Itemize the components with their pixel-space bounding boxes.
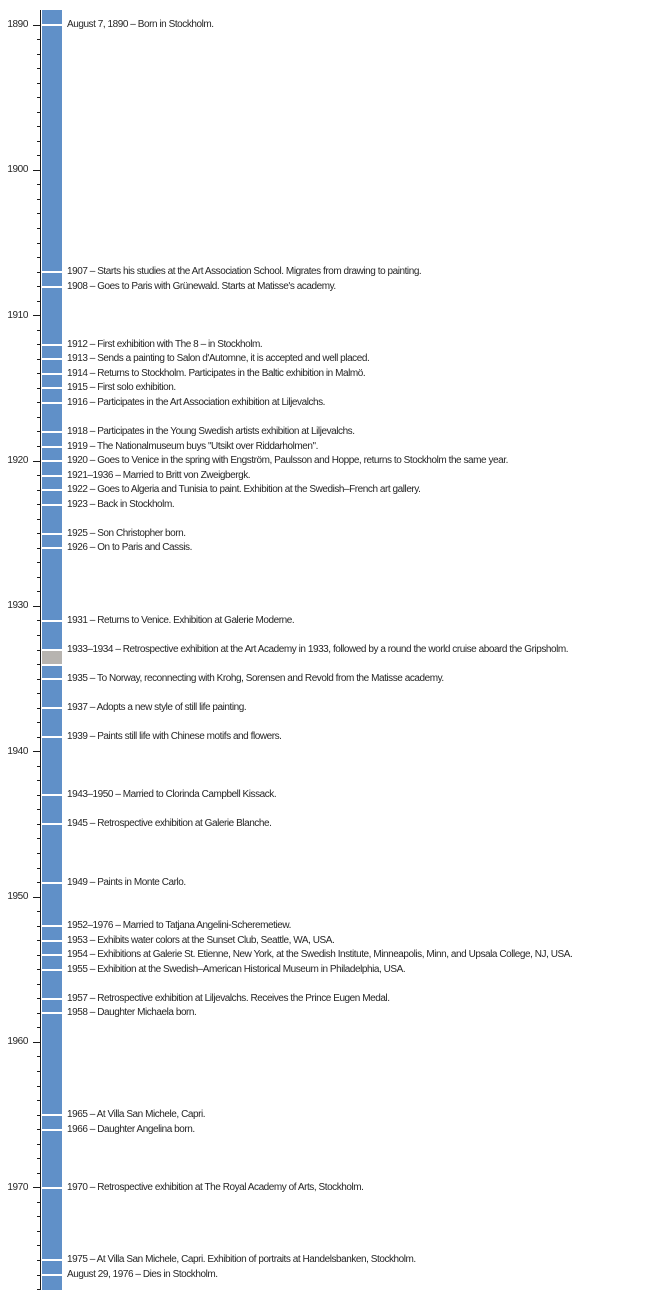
minor-tick [37,780,41,781]
event-label: 1918 – Participates in the Young Swedish artists exhibition at Liljevalchs. [67,425,355,437]
minor-tick [37,286,41,287]
minor-tick [37,911,41,912]
event-label: 1926 – On to Paris and Cassis. [67,542,192,554]
event-marker-line [42,649,62,651]
minor-tick [37,824,41,825]
minor-tick [37,112,41,113]
event-label: 1907 – Starts his studies at the Art Association School. Migrates from drawing to painting. [67,266,422,278]
event-label: 1953 – Exhibits water colors at the Sunset Club, Seattle, WA, USA. [67,934,335,946]
major-tick [33,461,40,462]
minor-tick [37,1289,41,1290]
event-label: 1922 – Goes to Algeria and Tunisia to paint. Exhibition at the Swedish–French art gallery. [67,484,421,496]
minor-tick [37,955,41,956]
minor-tick [37,664,41,665]
event-label: 1931 – Returns to Venice. Exhibition at Galerie Moderne. [67,614,295,626]
minor-tick [37,243,41,244]
year-tick-label: 1930 [7,600,28,612]
event-label: 1920 – Goes to Venice in the spring with Engström, Paulsson and Hoppe, returns to Stockholm the same year. [67,455,508,467]
minor-tick [37,272,41,273]
event-label: 1919 – The Nationalmuseum buys "Utsikt over Riddarholmen". [67,440,318,452]
event-label: 1935 – To Norway, reconnecting with Krohg, Sorensen and Revold from the Matisse academy. [67,673,444,685]
event-label: 1916 – Participates in the Art Association exhibition at Liljevalchs. [67,396,326,408]
minor-tick [37,679,41,680]
year-tick-label: 1940 [7,745,28,757]
year-tick-label: 1960 [7,1036,28,1048]
minor-tick [37,141,41,142]
minor-tick [37,68,41,69]
year-tick-label: 1920 [7,455,28,467]
event-marker-line [42,823,62,825]
event-label: 1966 – Daughter Angelina born. [67,1123,195,1135]
event-marker-line [42,24,62,26]
minor-tick [37,388,41,389]
minor-tick [37,1027,41,1028]
minor-tick [37,533,41,534]
event-marker-line [42,402,62,404]
event-label: 1957 – Retrospective exhibition at Liljevalchs. Receives the Prince Eugen Medal. [67,992,390,1004]
year-tick-label: 1910 [7,309,28,321]
minor-tick [37,155,41,156]
minor-tick [37,199,41,200]
event-label: 1913 – Sends a painting to Salon d'Automne, it is accepted and well placed. [67,353,370,365]
minor-tick [37,1115,41,1116]
major-tick [33,606,40,607]
minor-tick [37,446,41,447]
minor-tick [37,417,41,418]
minor-tick [37,650,41,651]
year-tick-label: 1970 [7,1181,28,1193]
minor-tick [37,257,41,258]
minor-tick [37,1129,41,1130]
minor-tick [37,344,41,345]
major-tick [33,897,40,898]
minor-tick [37,54,41,55]
event-marker-line [42,387,62,389]
event-label: 1933–1934 – Retrospective exhibition at the Art Academy in 1933, followed by a round the world cruise aboard the Gripsholm. [67,644,569,655]
major-tick [33,170,40,171]
minor-tick [37,940,41,941]
minor-tick [37,693,41,694]
event-marker-line [42,1274,62,1276]
minor-tick [37,766,41,767]
major-tick [33,315,40,316]
minor-tick [37,708,41,709]
event-marker-line [42,1129,62,1131]
event-marker-line [42,794,62,796]
minor-tick [37,301,41,302]
minor-tick [37,853,41,854]
minor-tick [37,1013,41,1014]
year-tick-label: 1890 [7,19,28,30]
minor-tick [37,1144,41,1145]
cruise-segment [42,650,62,665]
event-label: 1912 – First exhibition with The 8 – in Stockholm. [67,338,263,350]
event-label: 1939 – Paints still life with Chinese motifs and flowers. [67,731,282,743]
minor-tick [37,1158,41,1159]
event-marker-line [42,344,62,346]
minor-tick [37,1056,41,1057]
event-marker-line [42,707,62,709]
minor-tick [37,490,41,491]
event-label: 1970 – Retrospective exhibition at The Royal Academy of Arts, Stockholm. [67,1181,364,1193]
event-marker-line [42,925,62,927]
minor-tick [37,97,41,98]
event-marker-line [42,1187,62,1189]
event-marker-line [42,358,62,360]
event-label: 1955 – Exhibition at the Swedish–American Historical Museum in Philadelphia, USA. [67,963,406,975]
event-label: August 29, 1976 – Dies in Stockholm. [67,1269,218,1280]
minor-tick [37,330,41,331]
event-marker-line [42,286,62,288]
event-marker-line [42,271,62,273]
minor-tick [37,431,41,432]
minor-tick [37,620,41,621]
minor-tick [37,1173,41,1174]
event-marker-line [42,460,62,462]
minor-tick [37,1216,41,1217]
minor-tick [37,809,41,810]
event-label: 1943–1950 – Married to Clorinda Campbell Kissack. [67,789,277,801]
event-label: 1975 – At Villa San Michele, Capri. Exhibition of portraits at Handelsbanken, Stockholm. [67,1254,416,1266]
event-label: 1949 – Paints in Monte Carlo. [67,876,186,888]
event-marker-line [42,504,62,506]
event-marker-line [42,664,62,666]
minor-tick [37,635,41,636]
major-tick [33,1042,40,1043]
minor-tick [37,1071,41,1072]
event-marker-line [42,736,62,738]
year-tick-label: 1950 [7,891,28,903]
minor-tick [37,984,41,985]
event-marker-line [42,998,62,1000]
event-marker-line [42,373,62,375]
minor-tick [37,402,41,403]
minor-tick [37,1260,41,1261]
event-marker-line [42,969,62,971]
event-marker-line [42,446,62,448]
minor-tick [37,39,41,40]
event-label: 1925 – Son Christopher born. [67,527,186,539]
minor-tick [37,1086,41,1087]
minor-tick [37,519,41,520]
minor-tick [37,577,41,578]
year-tick-label: 1900 [7,164,28,176]
minor-tick [37,548,41,549]
minor-tick [37,998,41,999]
minor-tick [37,359,41,360]
event-label: 1914 – Returns to Stockholm. Participates in the Baltic exhibition in Malmö. [67,367,366,379]
event-label: 1965 – At Villa San Michele, Capri. [67,1109,206,1121]
minor-tick [37,926,41,927]
minor-tick [37,83,41,84]
event-label: 1945 – Retrospective exhibition at Galerie Blanche. [67,818,272,830]
minor-tick [37,126,41,127]
minor-tick [37,373,41,374]
minor-tick [37,562,41,563]
minor-tick [37,969,41,970]
minor-tick [37,795,41,796]
event-label: 1908 – Goes to Paris with Grünewald. Starts at Matisse's academy. [67,280,336,292]
minor-tick [37,475,41,476]
minor-tick [37,737,41,738]
minor-tick [37,882,41,883]
minor-tick [37,838,41,839]
major-tick [33,1187,40,1188]
minor-tick [37,1231,41,1232]
major-tick [33,751,40,752]
event-label: 1915 – First solo exhibition. [67,382,176,394]
event-marker-line [42,1259,62,1261]
event-marker-line [42,533,62,535]
minor-tick [37,213,41,214]
minor-tick [37,1245,41,1246]
event-marker-line [42,431,62,433]
event-label: 1937 – Adopts a new style of still life painting. [67,702,247,714]
major-tick [33,25,40,26]
event-label: 1923 – Back in Stockholm. [67,498,175,510]
minor-tick [37,591,41,592]
minor-tick [37,1100,41,1101]
event-marker-line [42,547,62,549]
minor-tick [37,228,41,229]
event-label: 1958 – Daughter Michaela born. [67,1007,197,1019]
event-marker-line [42,620,62,622]
event-marker-line [42,1114,62,1116]
event-marker-line [42,678,62,680]
event-marker-line [42,1012,62,1014]
minor-tick [37,504,41,505]
event-marker-line [42,489,62,491]
minor-tick [37,184,41,185]
minor-tick [37,868,41,869]
event-marker-line [42,954,62,956]
event-label: 1921–1936 – Married to Britt von Zweigbergk. [67,469,251,481]
event-marker-line [42,882,62,884]
event-label: 1954 – Exhibitions at Galerie St. Etienne, New York, at the Swedish Institute, Minneapolis, Minn, and Upsala College, NJ, USA. [67,949,573,961]
event-marker-line [42,940,62,942]
minor-tick [37,1202,41,1203]
event-label: August 7, 1890 – Born in Stockholm. [67,19,214,30]
minor-tick [37,1275,41,1276]
minor-tick [37,722,41,723]
event-label: 1952–1976 – Married to Tatjana Angelini-Scheremetiew. [67,920,291,932]
event-marker-line [42,475,62,477]
